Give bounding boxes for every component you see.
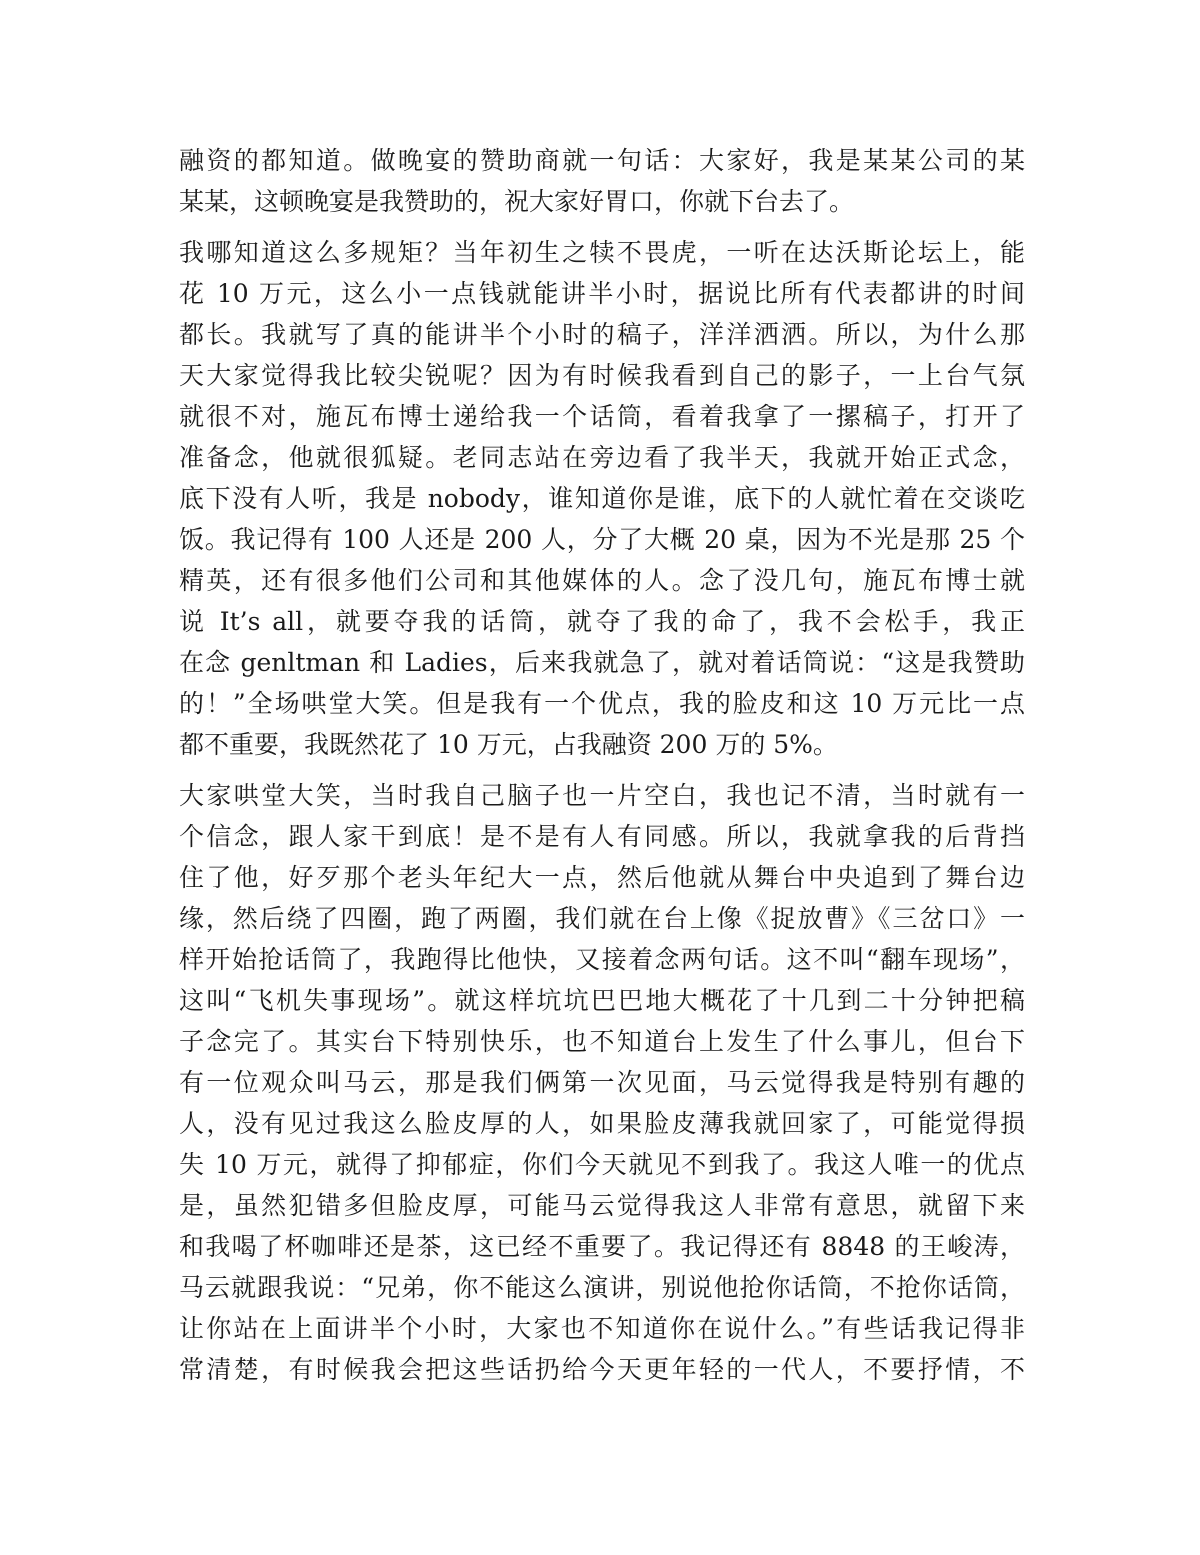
text-line: 的！”全场哄堂大笑。但是我有一个优点，我的脸皮和这 10 万元比一点 bbox=[179, 689, 1025, 718]
text-line: 和我喝了杯咖啡还是茶，这已经不重要了。我记得还有 8848 的王峻涛， bbox=[179, 1232, 1025, 1261]
text-line: 这叫“飞机失事现场”。就这样坑坑巴巴地大概花了十几到二十分钟把稿 bbox=[179, 986, 1025, 1015]
text-line: 底下没有人听，我是 nobody，谁知道你是谁，底下的人就忙着在交谈吃 bbox=[179, 484, 1025, 513]
text-line: 有一位观众叫马云，那是我们俩第一次见面，马云觉得我是特别有趣的 bbox=[179, 1068, 1025, 1097]
text-line: 说 It’s all，就要夺我的话筒，就夺了我的命了，我不会松手，我正 bbox=[179, 607, 1025, 636]
text-line: 花 10 万元，这么小一点钱就能讲半小时，据说比所有代表都讲的时间 bbox=[179, 279, 1025, 308]
text-line: 都不重要，我既然花了 10 万元，占我融资 200 万的 5%。 bbox=[179, 730, 838, 759]
text-line: 都长。我就写了真的能讲半个小时的稿子，洋洋洒洒。所以，为什么那 bbox=[179, 320, 1025, 349]
text-line: 准备念，他就很狐疑。老同志站在旁边看了我半天，我就开始正式念， bbox=[179, 443, 1025, 472]
paragraph-2 bbox=[179, 232, 1025, 765]
text-line: 精英，还有很多他们公司和其他媒体的人。念了没几句，施瓦布博士就 bbox=[179, 566, 1025, 595]
text-line: 某某，这顿晚宴是我赞助的，祝大家好胃口，你就下台去了。 bbox=[179, 187, 855, 216]
text-line: 我哪知道这么多规矩？当年初生之犊不畏虎，一听在达沃斯论坛上，能 bbox=[179, 238, 1025, 267]
text-line: 天大家觉得我比较尖锐呢？因为有时候我看到自己的影子，一上台气氛 bbox=[179, 361, 1025, 390]
text-line: 常清楚，有时候我会把这些话扔给今天更年轻的一代人，不要抒情，不 bbox=[179, 1355, 1025, 1384]
text-line: 让你站在上面讲半个小时，大家也不知道你在说什么。”有些话我记得非 bbox=[179, 1314, 1025, 1343]
text-line: 马云就跟我说：“兄弟，你不能这么演讲，别说他抢你话筒，不抢你话筒， bbox=[179, 1273, 1025, 1302]
body-text bbox=[179, 140, 1025, 1400]
text-line: 大家哄堂大笑，当时我自己脑子也一片空白，我也记不清，当时就有一 bbox=[179, 781, 1025, 810]
text-line: 人，没有见过我这么脸皮厚的人，如果脸皮薄我就回家了，可能觉得损 bbox=[179, 1109, 1025, 1138]
text-line: 子念完了。其实台下特别快乐，也不知道台上发生了什么事儿，但台下 bbox=[179, 1027, 1025, 1056]
text-line: 住了他，好歹那个老头年纪大一点，然后他就从舞台中央追到了舞台边 bbox=[179, 863, 1025, 892]
text-line: 是，虽然犯错多但脸皮厚，可能马云觉得我这人非常有意思，就留下来 bbox=[179, 1191, 1025, 1220]
text-line: 融资的都知道。做晚宴的赞助商就一句话：大家好，我是某某公司的某 bbox=[179, 146, 1025, 175]
text-line: 个信念，跟人家干到底！是不是有人有同感。所以，我就拿我的后背挡 bbox=[179, 822, 1025, 851]
paragraph-3 bbox=[179, 775, 1025, 1390]
text-line: 在念 genltman 和 Ladies，后来我就急了，就对着话筒说：“这是我赞助 bbox=[179, 648, 1025, 677]
text-line: 样开始抢话筒了，我跑得比他快，又接着念两句话。这不叫“翻车现场”， bbox=[179, 945, 1025, 974]
text-line: 饭。我记得有 100 人还是 200 人，分了大概 20 桌，因为不光是那 25 个 bbox=[179, 525, 1025, 554]
text-line: 缘，然后绕了四圈，跑了两圈，我们就在台上像《捉放曹》《三岔口》一 bbox=[179, 904, 1025, 933]
text-line: 失 10 万元，就得了抑郁症，你们今天就见不到我了。我这人唯一的优点 bbox=[179, 1150, 1025, 1179]
text-line: 就很不对，施瓦布博士递给我一个话筒，看着我拿了一摞稿子，打开了 bbox=[179, 402, 1025, 431]
paragraph-1 bbox=[179, 140, 1025, 222]
